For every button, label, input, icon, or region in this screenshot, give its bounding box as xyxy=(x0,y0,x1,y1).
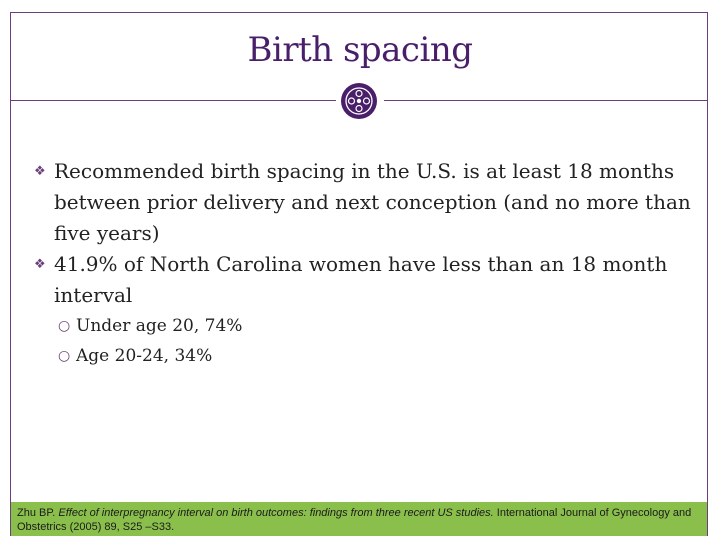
title-divider-left xyxy=(10,100,336,101)
bullet-icon: ❖ xyxy=(34,164,46,179)
sub-bullet-text: Age 20-24, 34% xyxy=(76,346,213,366)
citation-author: Zhu BP. xyxy=(17,507,59,519)
citation-source: International Journal of Gynecology and Obstetrics (2005) 89, S25 –S33. xyxy=(17,507,692,533)
citation-footer xyxy=(11,502,707,536)
circle-bullet-icon: ○ xyxy=(58,348,71,364)
bullet-item xyxy=(22,249,702,311)
bullet-item xyxy=(22,156,702,249)
decorative-emblem-icon xyxy=(340,82,378,120)
bullet-text: Recommended birth spacing in the U.S. is at least 18 months between prior delivery and next conception (and no more than five years) xyxy=(54,159,691,245)
sub-bullet-item xyxy=(22,311,702,341)
slide-title: Birth spacing xyxy=(247,30,473,70)
title-divider-right xyxy=(384,100,708,101)
citation-title: Effect of interpregnancy interval on birth outcomes: findings from three recent US studies. xyxy=(58,507,494,519)
circle-bullet-icon: ○ xyxy=(58,318,71,334)
bullet-text: 41.9% of North Carolina women have less than an 18 month interval xyxy=(54,252,668,307)
bullet-icon: ❖ xyxy=(34,257,46,272)
slide-content xyxy=(22,156,702,371)
sub-bullet-item xyxy=(22,341,702,371)
sub-bullet-text: Under age 20, 74% xyxy=(76,316,243,336)
